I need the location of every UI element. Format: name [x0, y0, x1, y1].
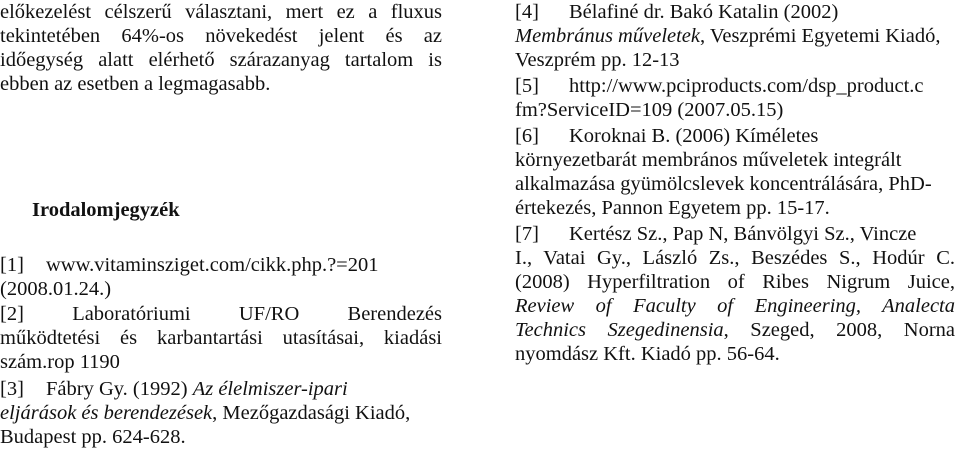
reference-3: [0, 377, 442, 449]
intro-line: időegység alatt elérhető szárazanyag tartalom is: [0, 49, 442, 71]
reference-text: Laboratóriumi UF/RO Berendezés: [72, 303, 442, 325]
reference-text: , Mezőgazdasági Kiadó,: [212, 402, 411, 424]
reference-text: működtetési és karbantartási utasításai, kiadási: [0, 327, 442, 349]
reference-number: [7]: [515, 223, 539, 245]
reference-text: Kertész Sz., Pap N, Bánvölgyi Sz., Vincze: [569, 223, 917, 245]
reference-7: [515, 222, 955, 366]
reference-number: [1]: [0, 254, 24, 276]
reference-number: [3]: [0, 378, 24, 400]
intro-line: előkezelést célszerű választani, mert ez a fluxus: [0, 1, 442, 23]
reference-text: , Szeged, 2008, Norna: [723, 319, 955, 341]
reference-title: Review of Faculty of Engineering, Analecta: [515, 295, 955, 317]
reference-title: Technics Szegedinensia: [515, 319, 724, 341]
reference-number: [5]: [515, 75, 539, 97]
reference-text: (2008.01.24.): [0, 278, 112, 300]
reference-number: [6]: [515, 125, 539, 147]
reference-text: Budapest pp. 624-628.: [0, 426, 186, 448]
reference-text: www.vitaminsziget.com/cikk.php.?=201: [46, 254, 379, 276]
reference-text: szám.rop 1190: [0, 351, 120, 373]
intro-line: tekintetében 64%-os növekedést jelent és az: [0, 25, 442, 47]
reference-url: http://www.pciproducts.com/dsp_product.c: [569, 75, 924, 97]
references-heading: Irodalomjegyzék: [32, 199, 180, 221]
reference-url: fm?ServiceID=109 (2007.05.15): [515, 99, 784, 121]
reference-text: Veszprém pp. 12-13: [515, 49, 680, 71]
reference-number: [2]: [0, 303, 24, 325]
reference-text: , Veszprémi Egyetemi Kiadó,: [700, 25, 941, 47]
reference-title: eljárások és berendezések: [0, 402, 213, 424]
reference-6: [515, 124, 955, 220]
reference-1: [0, 253, 442, 301]
reference-title: Az élelmiszer-ipari: [192, 378, 348, 400]
reference-5: [515, 74, 955, 122]
reference-text: nyomdász Kft. Kiadó pp. 56-64.: [515, 343, 780, 365]
reference-2: [0, 302, 442, 374]
reference-text: Koroknai B. (2006) Kíméletes: [569, 125, 819, 147]
reference-number: [4]: [515, 1, 539, 23]
reference-title: Membránus műveletek: [515, 25, 701, 47]
reference-author: Fábry Gy. (1992): [46, 378, 193, 400]
reference-author: Bélafiné dr. Bakó Katalin (2002): [569, 1, 839, 23]
intro-line: ebben az esetben a legmagasabb.: [0, 73, 271, 95]
intro-paragraph: [0, 0, 442, 96]
reference-text: értekezés, Pannon Egyetem pp. 15-17.: [515, 197, 830, 219]
reference-text: környezetbarát membrános műveletek integrált: [515, 149, 902, 171]
reference-text: I., Vatai Gy., László Zs., Beszédes S., Hodúr C.: [515, 247, 955, 269]
reference-text: (2008) Hyperfiltration of Ribes Nigrum Juice,: [515, 271, 955, 293]
reference-4: [515, 0, 955, 72]
reference-text: alkalmazása gyümölcslevek koncentrálására, PhD-: [515, 173, 932, 195]
